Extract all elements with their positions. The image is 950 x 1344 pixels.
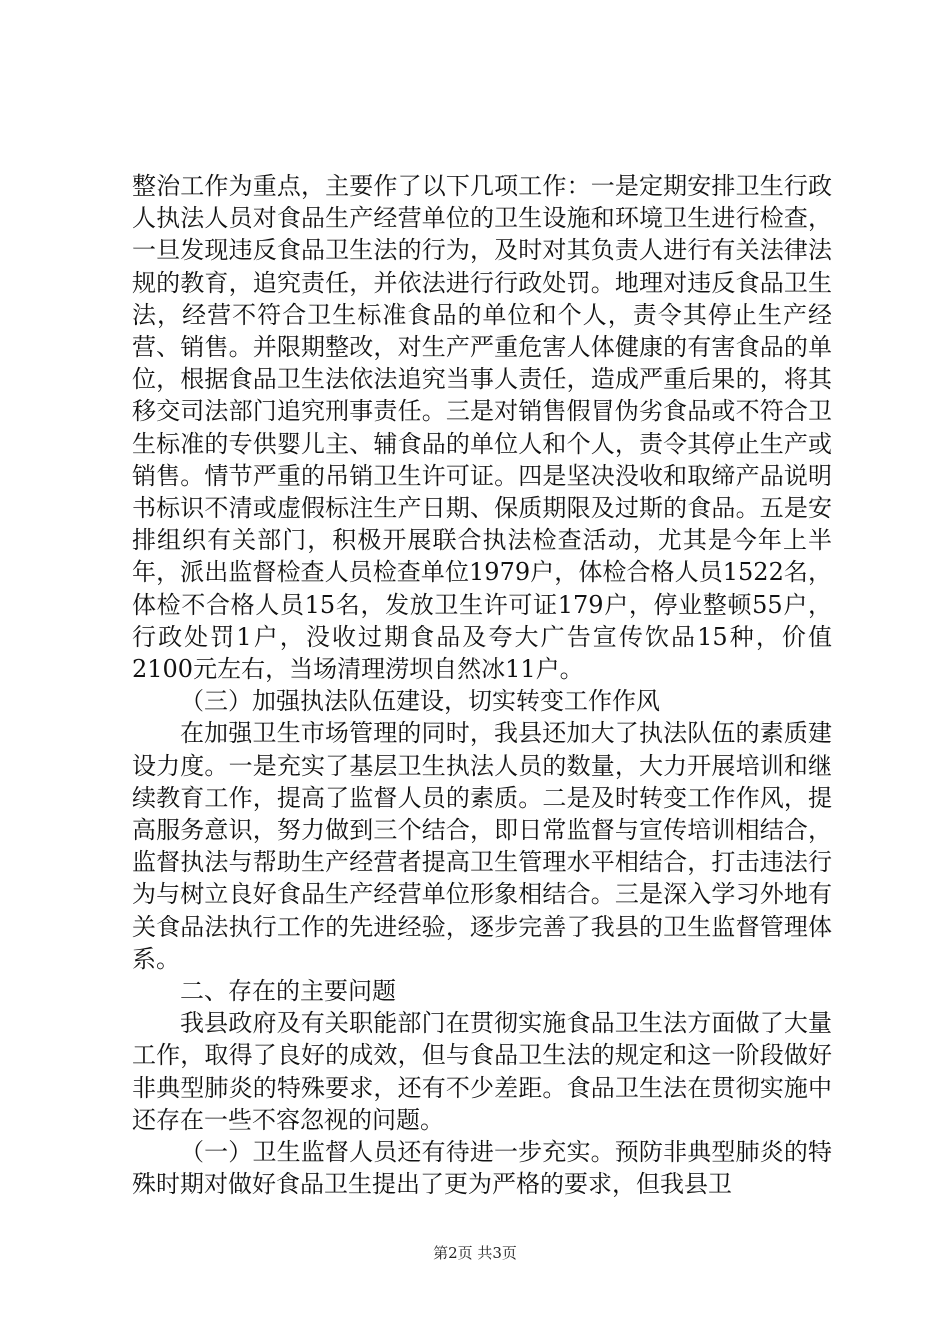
- section-heading-main-problems: 二、存在的主要问题: [180, 977, 396, 1006]
- section-heading-team-building: （三）加强执法队伍建设，切实转变工作作风: [180, 687, 660, 716]
- page-number-footer: 第2页 共3页: [433, 1244, 517, 1262]
- document-body: [132, 170, 832, 1201]
- paragraph-supervisors-staffing: （一）卫生监督人员还有待进一步充实。预防非典型肺炎的特殊时期对做好食品卫生提出了更为严格的要求，但我县卫: [132, 1138, 832, 1199]
- paragraph-rectification-work: 整治工作为重点，主要作了以下几项工作：一是定期安排卫生行政人执法人员对食品生产经营单位的卫生设施和环境卫生进行检查，一旦发现违反食品卫生法的行为，及时对其负责人进行有关法律法规的教育，追究责任，并依法进行行政处罚。地理对违反食品卫生法，经营不符合卫生标准食品的单位和个人，责令其停止生产经营、销售。并限期整改，对生产严重危害人体健康的有害食品的单位，根据食品卫生法依法追究当事人责任，造成严重后果的，将其移交司法部门追究刑事责任。三是对销售假冒伪劣食品或不符合卫生标准的专供婴儿主、辅食品的单位人和个人，责令其停止生产或销售。情节严重的吊销卫生许可证。四是坚决没收和取缔产品说明书标识不清或虚假标注生产日期、保质期限及过斯的食品。五是安排组织有关部门，积极开展联合执法检查活动，尤其是今年上半年，派出监督检查人员检查单位1979户，体检合格人员1522名，体检不合格人员15名，发放卫生许可证179户，停业整顿55户，行政处罚1户，没收过期食品及夸大广告宣传饮品15种，价值2100元左右，当场清理涝坝自然冰11户。: [132, 172, 832, 684]
- paragraph-team-building: 在加强卫生市场管理的同时，我县还加大了执法队伍的素质建设力度。一是充实了基层卫生执法人员的数量，大力开展培训和继续教育工作，提高了监督人员的素质。二是及时转变工作作风，提高服务意识，努力做到三个结合，即日常监督与宣传培训相结合，监督执法与帮助生产经营者提高卫生管理水平相结合，打击违法行为与树立良好食品生产经营单位形象相结合。三是深入学习外地有关食品法执行工作的先进经验，逐步完善了我县的卫生监督管理体系。: [132, 719, 832, 973]
- paragraph-main-problems: 我县政府及有关职能部门在贯彻实施食品卫生法方面做了大量工作，取得了良好的成效，但与食品卫生法的规定和这一阶段做好非典型肺炎的特殊要求，还有不少差距。食品卫生法在贯彻实施中还存在一些不容忽视的问题。: [132, 1009, 832, 1134]
